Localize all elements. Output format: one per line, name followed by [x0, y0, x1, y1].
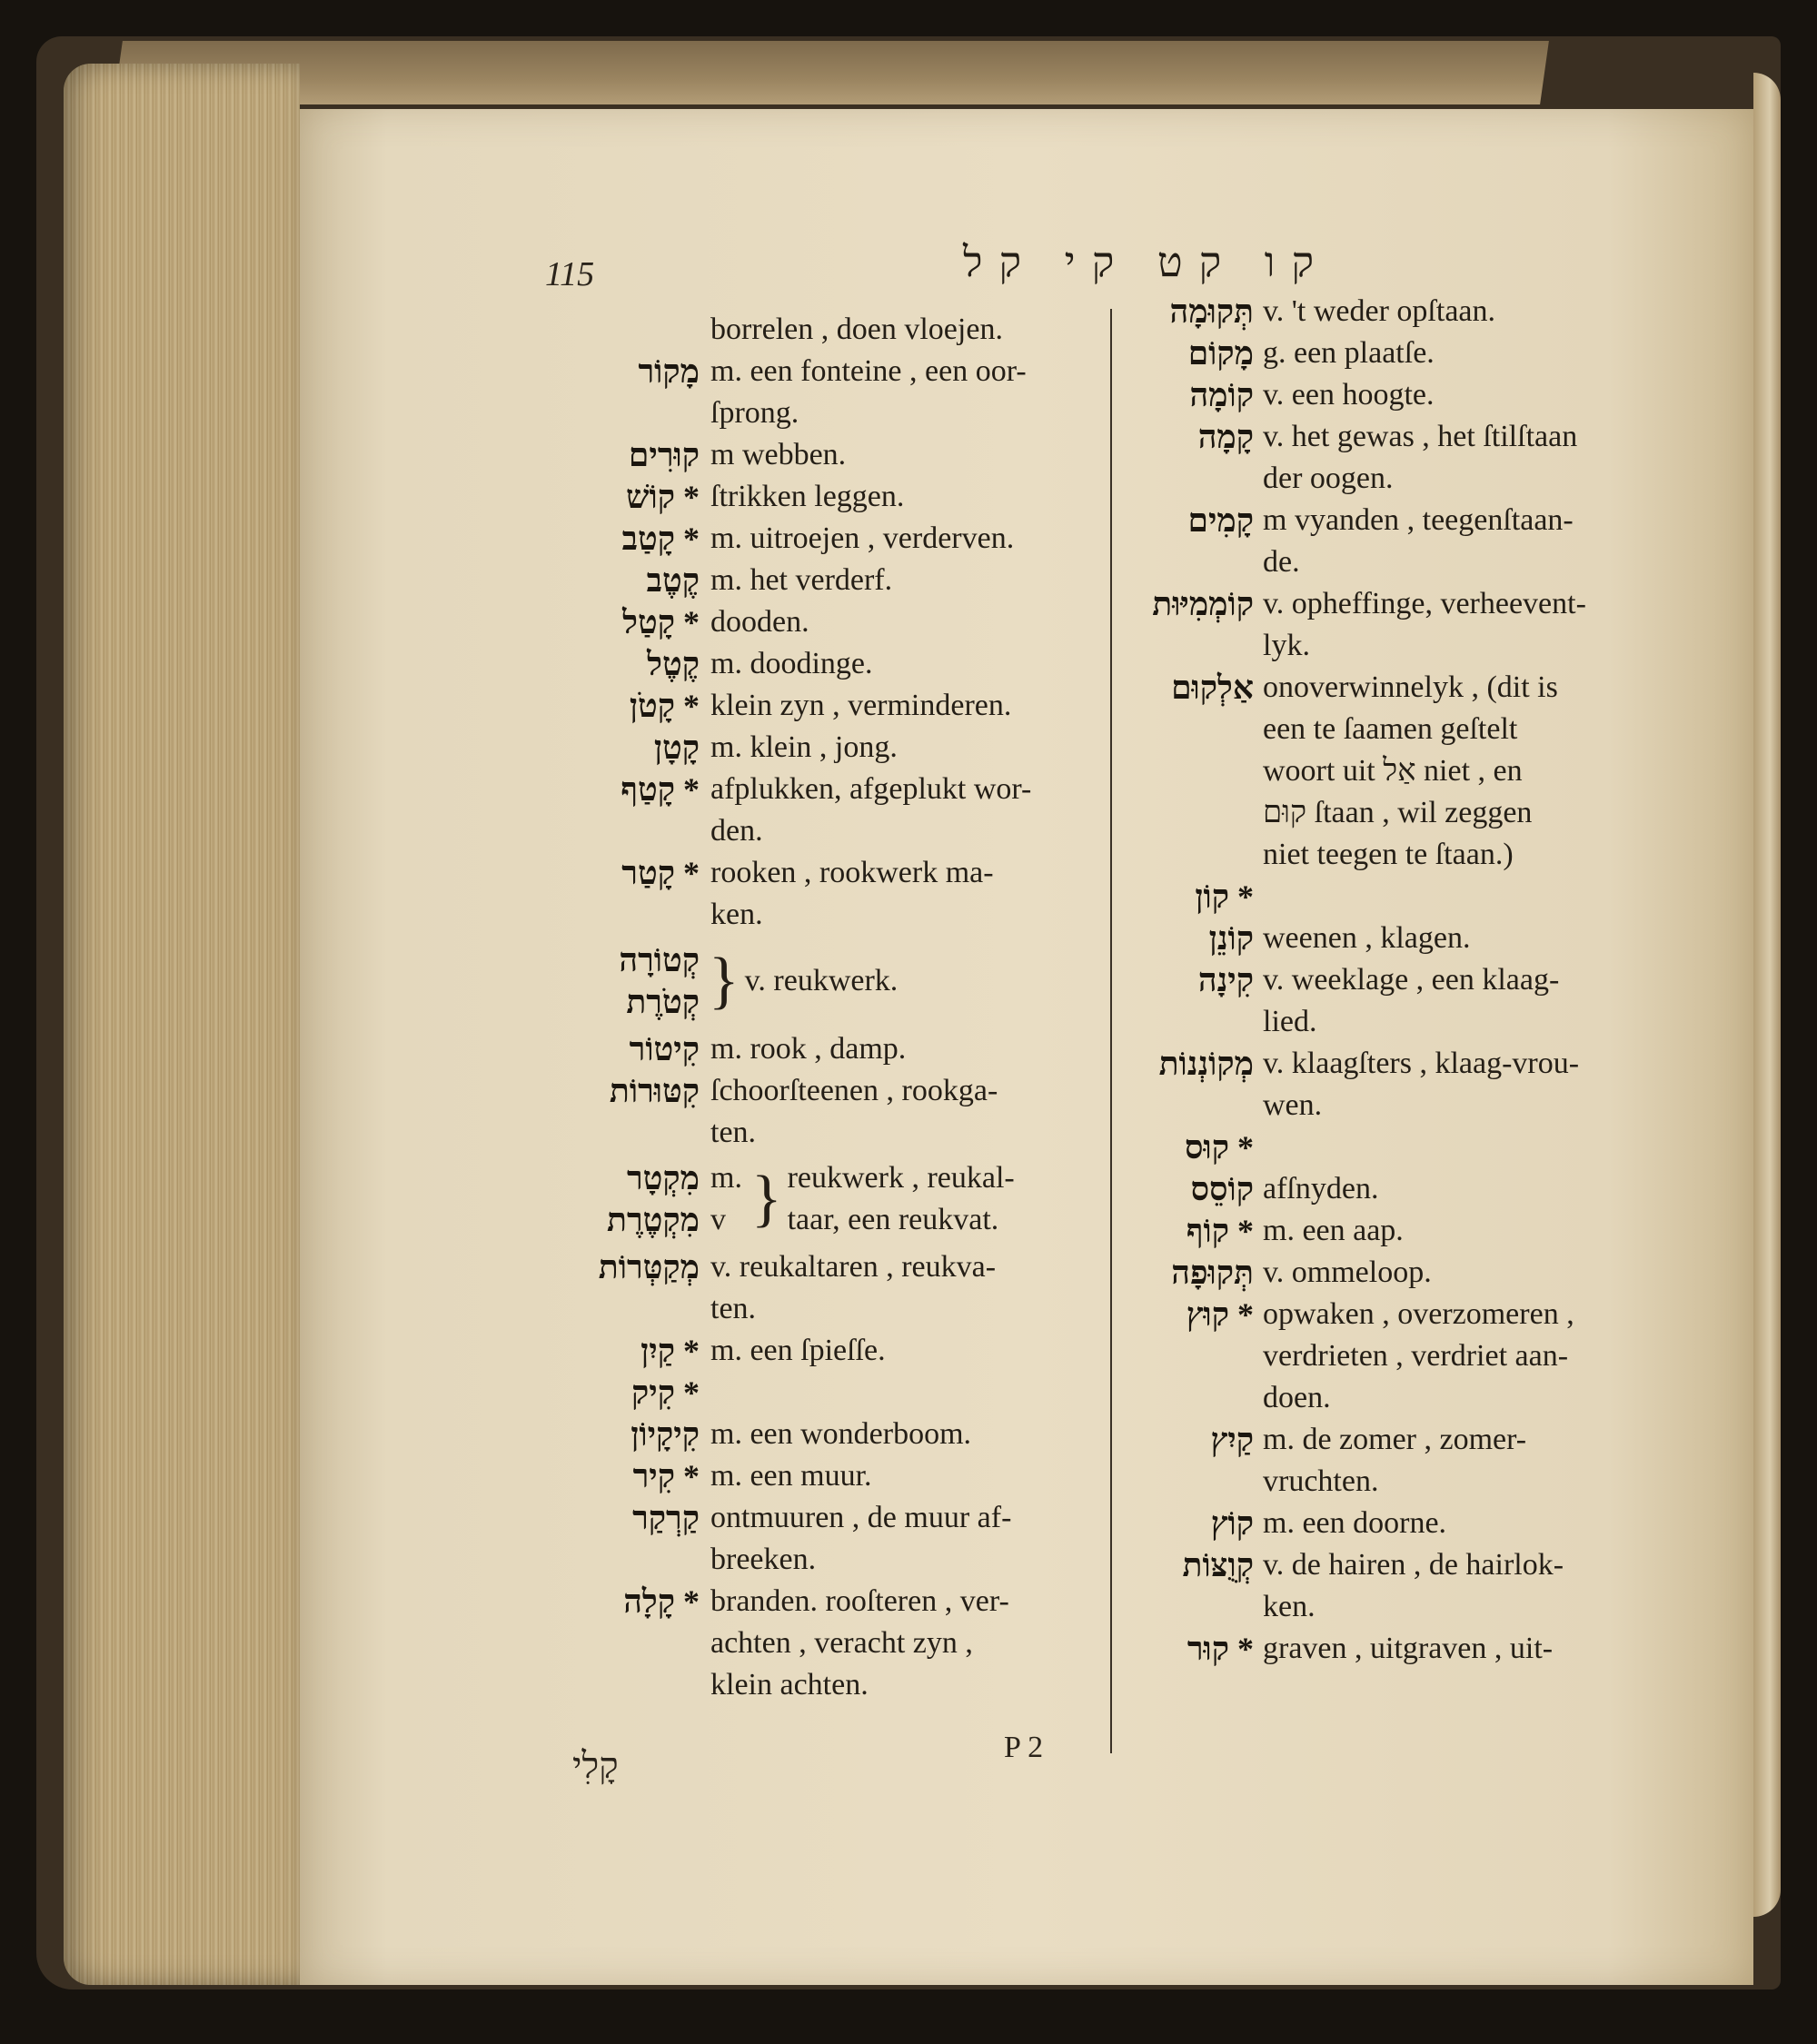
- definition: [1254, 332, 1672, 374]
- definition-line: weenen , klagen.: [1263, 921, 1471, 955]
- definition-line: v. weeklage , een klaag-: [1263, 963, 1560, 997]
- definition-line: taar, een reukvat.: [787, 1203, 999, 1236]
- definition: [700, 1330, 1099, 1372]
- headword: קָמָה: [1197, 419, 1254, 455]
- definition: [700, 1372, 1099, 1414]
- definition: [700, 852, 1099, 936]
- definition-line: vruchten.: [1263, 1464, 1379, 1498]
- page-number: 115: [545, 255, 595, 293]
- dictionary-entry: [581, 476, 1099, 518]
- headword: * קַיִן: [640, 1333, 700, 1369]
- headword: קָמִים: [1187, 502, 1254, 539]
- headword: קוֹמָה: [1189, 377, 1254, 413]
- dictionary-entry: [581, 852, 1099, 936]
- headword: קְטוֹרָה: [619, 942, 700, 978]
- right-entries: [1127, 291, 1672, 1670]
- headword: קוֹסֵס: [1190, 1171, 1254, 1207]
- brace-headwords: [581, 1157, 700, 1241]
- dictionary-entry: [1127, 667, 1672, 876]
- definition-line: opwaken , overzomeren ,: [1263, 1297, 1574, 1331]
- headword: * קוּר: [1187, 1631, 1254, 1667]
- dictionary-entry: [581, 1414, 1099, 1455]
- definition: [700, 476, 1099, 518]
- gender-label: m.: [710, 1161, 742, 1195]
- definition: [700, 518, 1099, 560]
- definition-line: reukwerk , reukal-: [787, 1161, 1015, 1195]
- definition-line: wen.: [1263, 1088, 1323, 1122]
- headword: * קָטַף: [621, 771, 700, 808]
- facing-page-edge: [1753, 73, 1781, 1917]
- dictionary-entry: [581, 1246, 1099, 1330]
- dictionary-entry: [1127, 876, 1672, 918]
- definition: [1254, 1419, 1672, 1503]
- definition: [1254, 374, 1672, 416]
- definition-line: breeken.: [710, 1543, 817, 1576]
- headword: תְּקוּמָה: [1169, 293, 1254, 330]
- definition-line: v. ommeloop.: [1263, 1255, 1432, 1289]
- definition-line: ontmuuren , de muur af-: [710, 1501, 1012, 1534]
- left-entries-2: [581, 1028, 1099, 1154]
- definition: [700, 643, 1099, 685]
- definition: [1254, 1252, 1672, 1294]
- dictionary-entry: [1127, 291, 1672, 332]
- definition-line: niet teegen te ſtaan.): [1263, 838, 1514, 871]
- definition-line: ten.: [710, 1292, 757, 1325]
- headword: * קָטַב: [621, 521, 700, 557]
- definition-line: v. de hairen , de hairlok-: [1263, 1548, 1564, 1582]
- definition-line: m webben.: [710, 438, 847, 471]
- headword: קָטָן: [653, 729, 700, 766]
- dictionary-entry: [581, 1581, 1099, 1706]
- definition-line: den.: [710, 814, 763, 848]
- headword: * קוּץ: [1186, 1296, 1254, 1333]
- dictionary-entry: [1127, 959, 1672, 1043]
- definition: [1254, 500, 1672, 583]
- headword: מָקוֹם: [1187, 335, 1254, 372]
- brace-icon: }: [750, 1164, 782, 1234]
- headword: קֶטֶב: [646, 562, 700, 599]
- headword: קוּרִים: [628, 437, 700, 473]
- definition: [1254, 583, 1672, 667]
- definition-line: ſtrikken leggen.: [710, 480, 905, 513]
- definition-line: [1263, 1126, 1672, 1168]
- definition-line: v. 't weder opſtaan.: [1263, 294, 1495, 328]
- dictionary-entry: [1127, 1168, 1672, 1210]
- running-head: קו קט קי קל: [963, 239, 1331, 285]
- definition-line: afplukken, afgeplukt wor-: [710, 772, 1032, 806]
- definition: [1254, 667, 1672, 876]
- left-column: [581, 309, 1099, 1706]
- continuation-line: borrelen , doen vloejen.: [710, 313, 1003, 346]
- dictionary-entry: [1127, 1503, 1672, 1544]
- definition-line: m vyanden , teegenſtaan-: [1263, 503, 1574, 537]
- definition-line: dooden.: [710, 605, 809, 639]
- headword: * קָטַר: [621, 855, 700, 891]
- definition-line: v. opheffinge, verheevent-: [1263, 587, 1586, 620]
- definition-line: der oogen.: [1263, 461, 1394, 495]
- definition-line: ken.: [1263, 1590, 1316, 1623]
- headword: קוֹץ: [1210, 1505, 1254, 1542]
- definition-line: m. een muur.: [710, 1459, 872, 1493]
- definition-line: [710, 1372, 1099, 1414]
- definition-line: g. een plaatſe.: [1263, 336, 1435, 370]
- definition: [1254, 1043, 1672, 1126]
- dictionary-entry: [1127, 1043, 1672, 1126]
- dictionary-entry: [581, 685, 1099, 727]
- definition: [1254, 1210, 1672, 1252]
- definition-line: lyk.: [1263, 629, 1310, 662]
- headword: קִיקָיוֹן: [630, 1416, 700, 1453]
- definition: [700, 1070, 1099, 1154]
- brace-definition: [788, 1157, 1015, 1241]
- headword: קוֹמְמִיּוּת: [1152, 586, 1254, 622]
- dictionary-entry: [1127, 1252, 1672, 1294]
- dictionary-entry: [581, 727, 1099, 769]
- dictionary-entry: [1127, 416, 1672, 500]
- column-divider: [1110, 309, 1112, 1753]
- dictionary-entry: [581, 1028, 1099, 1070]
- dictionary-entry: [581, 434, 1099, 476]
- signature-mark: P 2: [1004, 1731, 1044, 1764]
- headword: מִקְטֶרֶת: [607, 1202, 700, 1238]
- definition-line: m. een fonteine , een oor-: [710, 354, 1027, 388]
- dictionary-entry: [1127, 1210, 1672, 1252]
- dictionary-entry: [581, 1070, 1099, 1154]
- definition: [1254, 959, 1672, 1043]
- definition: v. reukwerk.: [744, 964, 899, 997]
- left-entries-3: [581, 1246, 1099, 1706]
- definition-line: m. een wonderboom.: [710, 1417, 972, 1451]
- headword: קַיִץ: [1210, 1422, 1254, 1458]
- dictionary-entry: [581, 1330, 1099, 1372]
- definition-line: m. doodinge.: [710, 647, 873, 680]
- definition: [700, 560, 1099, 601]
- definition-line: m. een ſpieſſe.: [710, 1334, 886, 1367]
- definition: [1254, 1544, 1672, 1628]
- headword: תְּקוּפָה: [1171, 1255, 1254, 1291]
- definition: [1254, 876, 1672, 918]
- headword: אַלְקוּם: [1171, 670, 1254, 706]
- definition: [700, 1246, 1099, 1330]
- definition-line: m. uitroejen , verderven.: [710, 521, 1015, 555]
- definition-line: ken.: [710, 898, 763, 931]
- left-entries: [581, 351, 1099, 936]
- definition: [1254, 918, 1672, 959]
- dictionary-entry: [581, 1372, 1099, 1414]
- definition-line: doen.: [1263, 1381, 1331, 1414]
- headword: * קוֹן: [1195, 878, 1254, 915]
- definition-line: v. reukaltaren , reukva-: [710, 1250, 997, 1284]
- dictionary-entry: [1127, 1294, 1672, 1419]
- headword: מְקוֹנְנוֹת: [1158, 1046, 1254, 1082]
- headword: קְטֹרֶת: [626, 984, 700, 1020]
- dictionary-entry: [1127, 332, 1672, 374]
- definition-line: verdrieten , verdriet aan-: [1263, 1339, 1569, 1373]
- dictionary-entry: [581, 601, 1099, 643]
- dictionary-entry: [581, 1497, 1099, 1581]
- definition-line: onoverwinnelyk , (dit is: [1263, 670, 1558, 704]
- book-fore-edge: [64, 64, 300, 1985]
- definition-line: klein zyn , verminderen.: [710, 689, 1012, 722]
- definition: [700, 769, 1099, 852]
- definition: [700, 1455, 1099, 1497]
- headword: * קָטֹן: [629, 688, 700, 724]
- definition-line: ſprong.: [710, 396, 799, 430]
- definition-line: de.: [1263, 545, 1300, 579]
- headword: קִינָה: [1197, 962, 1254, 998]
- headword: קִיטוֹר: [629, 1031, 700, 1067]
- headword: * קִיר: [632, 1458, 700, 1494]
- headword: * קָלָה: [623, 1583, 700, 1620]
- brace-icon: }: [709, 946, 740, 1016]
- definition-line: v. het gewas , het ſtilſtaan: [1263, 420, 1578, 453]
- definition: [700, 1497, 1099, 1581]
- headword: קֶטֶל: [647, 646, 700, 682]
- definition-line: קוּם ſtaan , wil zeggen: [1263, 796, 1533, 829]
- definition-line: m. het verderf.: [710, 563, 893, 597]
- definition: [1254, 291, 1672, 332]
- definition-line: branden. rooſteren , ver-: [710, 1584, 1009, 1618]
- definition: [700, 685, 1099, 727]
- headword: מְקַטְּרוֹת: [598, 1249, 700, 1285]
- definition-line: graven , uitgraven , uit-: [1263, 1632, 1554, 1665]
- definition-line: ten.: [710, 1116, 757, 1149]
- headword: * קוּס: [1185, 1129, 1254, 1166]
- definition-line: rooken , rookwerk ma-: [710, 856, 994, 889]
- headword: קַרְקַר: [632, 1500, 700, 1536]
- page-top-edge: [114, 41, 1549, 104]
- dictionary-entry: [581, 1455, 1099, 1497]
- headword: * קִיק: [631, 1374, 700, 1411]
- definition-line: m. een doorne.: [1263, 1506, 1447, 1540]
- dictionary-entry: [1127, 500, 1672, 583]
- definition-line: lied.: [1263, 1005, 1317, 1038]
- definition-line: v. klaagſters , klaag-vrou-: [1263, 1047, 1580, 1080]
- headword: קוֹנֵן: [1208, 920, 1254, 957]
- headword: * קוֹף: [1186, 1213, 1254, 1249]
- dictionary-entry: [581, 351, 1099, 434]
- definition: [1254, 1168, 1672, 1210]
- headword: מָקוֹר: [638, 353, 700, 390]
- dictionary-entry: [581, 769, 1099, 852]
- definition: [700, 351, 1099, 434]
- headword: מִקְטָר: [626, 1160, 700, 1196]
- definition-line: afſnyden.: [1263, 1172, 1379, 1206]
- definition-line: m. een aap.: [1263, 1214, 1404, 1247]
- definition: [1254, 1503, 1672, 1544]
- definition-line: v. een hoogte.: [1263, 378, 1435, 412]
- dictionary-entry: [581, 643, 1099, 685]
- definition: [700, 434, 1099, 476]
- dictionary-entry: [1127, 1126, 1672, 1168]
- definition-line: m. de zomer , zomer-: [1263, 1423, 1527, 1456]
- definition: [700, 1028, 1099, 1070]
- dictionary-entry: [1127, 1628, 1672, 1670]
- definition: [700, 601, 1099, 643]
- right-column: [1127, 291, 1672, 1670]
- catchword: קָלִי: [572, 1745, 619, 1786]
- headword: * קָטַל: [622, 604, 700, 640]
- dictionary-entry: [1127, 1419, 1672, 1503]
- definition-line: woort uit אַל niet , en: [1263, 754, 1523, 788]
- definition: [700, 1581, 1099, 1706]
- definition-line: klein achten.: [710, 1668, 869, 1702]
- brace-headwords: [581, 939, 700, 1023]
- headword: קְוֻצּוֹת: [1182, 1547, 1254, 1583]
- definition: [1254, 1628, 1672, 1670]
- definition: [700, 1414, 1099, 1455]
- dictionary-entry: [1127, 1544, 1672, 1628]
- dictionary-entry: [1127, 583, 1672, 667]
- definition: [1254, 416, 1672, 500]
- definition: [1254, 1126, 1672, 1168]
- brace-group-reukaltaar: [581, 1157, 1099, 1241]
- definition: [700, 727, 1099, 769]
- dictionary-entry: [581, 518, 1099, 560]
- gender-label: v: [710, 1203, 726, 1236]
- definition: [1254, 1294, 1672, 1419]
- dictionary-entry: [581, 560, 1099, 601]
- definition-line: ſchoorſteenen , rookga-: [710, 1074, 998, 1107]
- dictionary-entry: [1127, 918, 1672, 959]
- gender-labels: [700, 1157, 742, 1241]
- definition-line: achten , veracht zyn ,: [710, 1626, 973, 1660]
- dictionary-entry: [1127, 374, 1672, 416]
- definition-line: een te ſaamen geſtelt: [1263, 712, 1518, 746]
- headword: קִטּוּרוֹת: [609, 1073, 700, 1109]
- definition-line: [1263, 876, 1672, 918]
- definition-line: m. klein , jong.: [710, 730, 898, 764]
- brace-group-reukwerk: [581, 939, 1099, 1023]
- headword: * קוֹשׁ: [626, 479, 700, 515]
- definition-line: m. rook , damp.: [710, 1032, 907, 1066]
